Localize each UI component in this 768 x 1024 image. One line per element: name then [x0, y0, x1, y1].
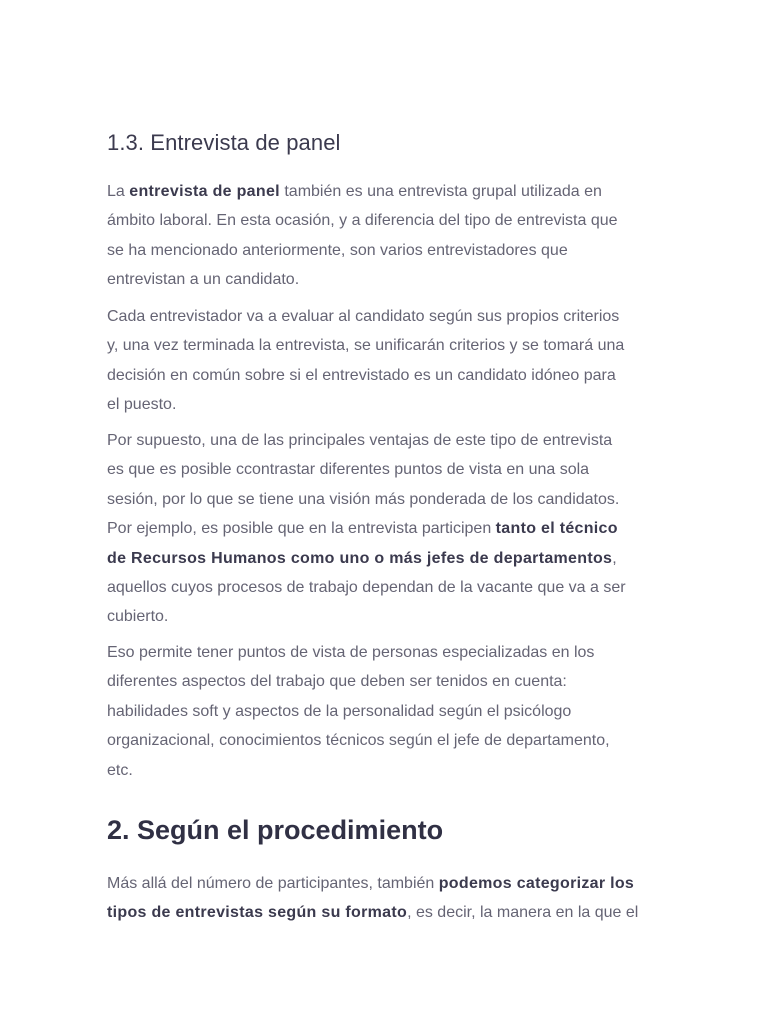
text-line: etc. — [107, 761, 133, 779]
section-heading-segun-el-procedimiento: 2. Según el procedimiento — [107, 815, 444, 845]
text-segment: Más allá del número de participantes, también — [107, 875, 439, 892]
bold-term: entrevista de panel — [129, 183, 280, 200]
text-line — [107, 514, 626, 543]
text-line: sesión, por lo que se tiene una visión más ponderada de los candidatos. — [107, 490, 620, 508]
text-line: se ha mencionado anteriormente, son varios entrevistadores que — [107, 241, 568, 259]
text-line: cubierto. — [107, 608, 169, 626]
text-line: entrevistan a un candidato. — [107, 271, 300, 289]
text-line: es que es posible ccontrastar diferentes puntos de vista en una sola — [107, 461, 590, 479]
text-line: el puesto. — [107, 396, 177, 414]
section-heading-entrevista-de-panel: 1.3. Entrevista de panel — [107, 130, 341, 155]
text-line — [107, 544, 626, 573]
text-line: y, una vez terminada la entrevista, se unificarán criterios y se tomará una — [107, 337, 625, 355]
text-line — [107, 898, 638, 927]
text-line: habilidades soft y aspectos de la personalidad según el psicólogo — [107, 702, 572, 720]
text-segment: , — [612, 549, 617, 567]
text-line — [107, 177, 618, 206]
paragraph-advantages — [107, 426, 626, 632]
bold-term: tanto el técnico — [495, 520, 618, 538]
bold-term: de Recursos Humanos como uno o más jefes de departamentos — [107, 549, 613, 567]
text-line — [107, 869, 638, 898]
bold-term: podemos categorizar los — [438, 875, 635, 892]
text-segment: , es decir, la manera en la que el — [407, 904, 639, 922]
text-line: ámbito laboral. En esta ocasión, y a diferencia del tipo de entrevista que — [107, 212, 618, 230]
text-line: Eso permite tener puntos de vista de personas especializadas en los — [107, 644, 595, 661]
paragraph-evaluation-criteria — [107, 302, 624, 420]
text-line: organizacional, conocimientos técnicos según el jefe de departamento, — [107, 732, 610, 750]
text-line: Cada entrevistador va a evaluar al candidato según sus propios criterios — [107, 308, 620, 325]
text-line: diferentes aspectos del trabajo que deben ser tenidos en cuenta: — [107, 673, 567, 691]
paragraph-perspectives — [107, 638, 610, 785]
text-segment: también es una entrevista grupal utilizada en — [279, 183, 602, 200]
text-line: Por supuesto, una de las principales ventajas de este tipo de entrevista — [107, 432, 613, 449]
text-line: decisión en común sobre si el entrevistado es un candidato idóneo para — [107, 366, 616, 384]
text-segment: La — [107, 183, 130, 200]
text-segment: Por ejemplo, es posible que en la entrevista participen — [107, 520, 496, 538]
bold-term: tipos de entrevistas según su formato — [107, 904, 408, 922]
text-line: aquellos cuyos procesos de trabajo dependan de la vacante que va a ser — [107, 578, 626, 596]
paragraph-format-categories — [107, 869, 638, 928]
paragraph-panel-definition — [107, 177, 618, 295]
